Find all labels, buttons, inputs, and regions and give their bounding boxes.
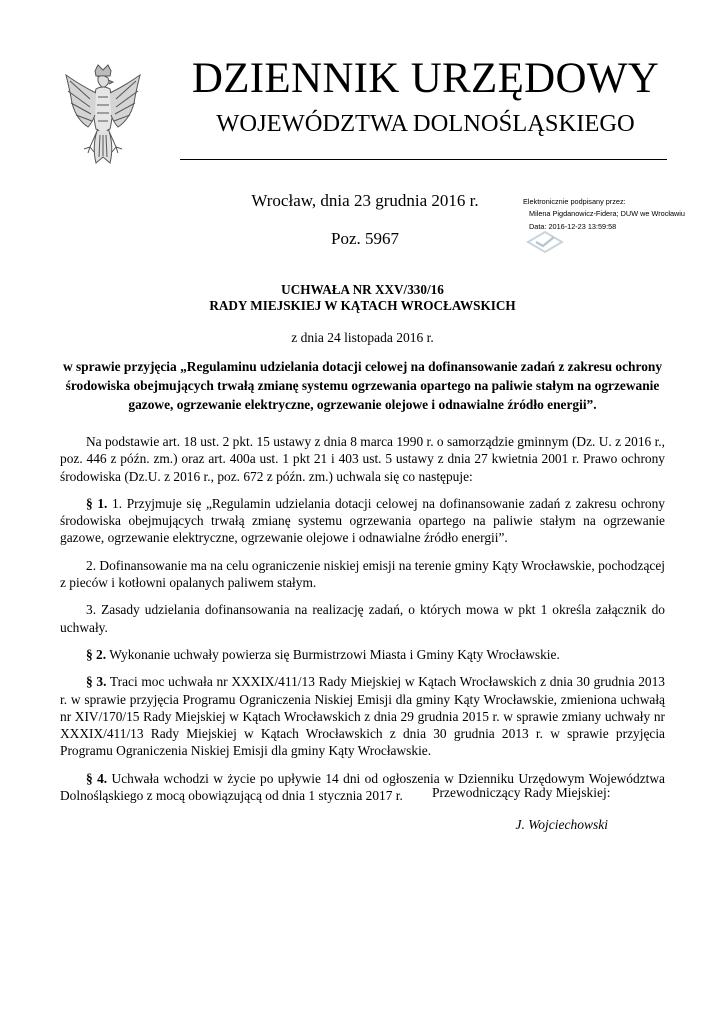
masthead-subtitle: WOJEWÓDZTWA DOLNOŚLĄSKIEGO bbox=[216, 110, 635, 137]
section-1-label: § 1. bbox=[86, 495, 108, 511]
polish-eagle-emblem-icon bbox=[62, 63, 144, 173]
resolution-body bbox=[60, 433, 665, 814]
section-3-text: Traci moc uchwała nr XXXIX/411/13 Rady Miejskiej w Kątach Wrocławskich z dnia 30 grudnia 2013 r. w sprawie przyjęcia Programu Ograniczenia Niskiej Emisji dla gminy Kąty Wrocławskie, zmieniona uchwałą nr XIV/170/15 Rady Miejskiej w Kątach Wrocławskich z dnia 29 grudnia 2015 r. w sprawie zmiany uchwały nr XXXIX/411/13 Rady Miejskiej w Kątach Wrocławskich z dnia 30 grudnia 2013 r. w sprawie przyjęcia Programu Ograniczenia Niskiej Emisji dla gminy Kąty Wrocławskie. bbox=[60, 674, 665, 759]
signature-check-icon bbox=[526, 230, 564, 254]
signature-role bbox=[400, 785, 640, 801]
issue-place-date: Wrocław, dnia 23 grudnia 2016 r. bbox=[251, 191, 479, 210]
resolution-number: UCHWAŁA NR XXV/330/16 bbox=[281, 282, 444, 297]
section-2-text: Wykonanie uchwały powierza się Burmistrzowi Miasta i Gminy Kąty Wrocławskie. bbox=[106, 646, 560, 662]
masthead-divider bbox=[180, 159, 667, 160]
section-1-paragraph bbox=[60, 495, 665, 547]
section-1-point-2: 2. Dofinansowanie ma na celu ograniczenie niskiej emisji na terenie gminy Kąty Wrocławskie, pochodzącej z pieców i kotłowni opalanych paliwem stałym. bbox=[60, 557, 665, 591]
signature-name: J. Wojciechowski bbox=[515, 817, 608, 832]
resolution-date: z dnia 24 listopada 2016 r. bbox=[291, 330, 434, 345]
esig-line-signed-by: Elektronicznie podpisany przez: bbox=[523, 197, 626, 206]
signature-role-text: Przewodniczący Rady Miejskiej: bbox=[432, 785, 611, 800]
resolution-title bbox=[60, 282, 665, 314]
resolution-council: RADY MIEJSKIEJ W KĄTACH WROCŁAWSKICH bbox=[209, 298, 516, 313]
resolution-subject: w sprawie przyjęcia „Regulaminu udzielania dotacji celowej na dofinansowanie zadań z zakresu ochrony środowiska obejmujących trwałą zmianę systemu ogrzewania opartego na paliwie stałym na ogrzewanie gazowe, ogrzewanie elektryczne, ogrzewanie olejowe i odnawialne źródło energii”. bbox=[62, 359, 663, 412]
section-3-label: § 3. bbox=[86, 674, 107, 690]
issue-position-number: Poz. 5967 bbox=[331, 229, 399, 248]
masthead-title: DZIENNIK URZĘDOWY bbox=[191, 55, 660, 102]
section-2-label: § 2. bbox=[86, 646, 107, 662]
electronic-signature-block bbox=[523, 196, 718, 233]
section-3-paragraph bbox=[60, 673, 665, 759]
section-4-label: § 4. bbox=[86, 770, 108, 786]
preamble-paragraph: Na podstawie art. 18 ust. 2 pkt. 15 ustawy z dnia 8 marca 1990 r. o samorządzie gminnym (Dz. U. z 2016 r., poz. 446 z późn. zm.) oraz art. 400a ust. 1 pkt 21 i 403 ust. 5 ustawy z dnia 27 kwietnia 2001 r. Prawo ochrony środowiska (Dz.U. z 2016 r., poz. 672 z późn. zm.) uchwala się co następuje: bbox=[60, 434, 665, 484]
esig-line-date: Data: 2016-12-23 13:59:58 bbox=[529, 221, 617, 231]
section-4-text: Uchwała wchodzi w życie po upływie 14 dni od ogłoszenia w Dzienniku Urzędowym Województwa Dolnośląskiego z mocą obowiązującą od dnia 1 stycznia 2017 r. bbox=[60, 770, 665, 804]
section-1-text: 1. Przyjmuje się „Regulamin udzielania dotacji celowej na dofinansowanie zadań z zakresu ochrony środowiska obejmujących trwałą zmianę systemu ogrzewania opartego na paliwie stałym na ogrzewanie gazowe, ogrzewanie elektryczne, ogrzewanie olejowe i odnawialne źródło energii”. bbox=[60, 495, 665, 546]
section-2-paragraph bbox=[60, 646, 665, 663]
section-1-point-3: 3. Zasady udzielania dofinansowania na realizację zadań, o których mowa w pkt 1 określa załącznik do uchwały. bbox=[60, 602, 665, 635]
esig-line-signer: Milena Pigdanowicz-Fidera; DUW we Wrocławiu bbox=[529, 209, 685, 219]
